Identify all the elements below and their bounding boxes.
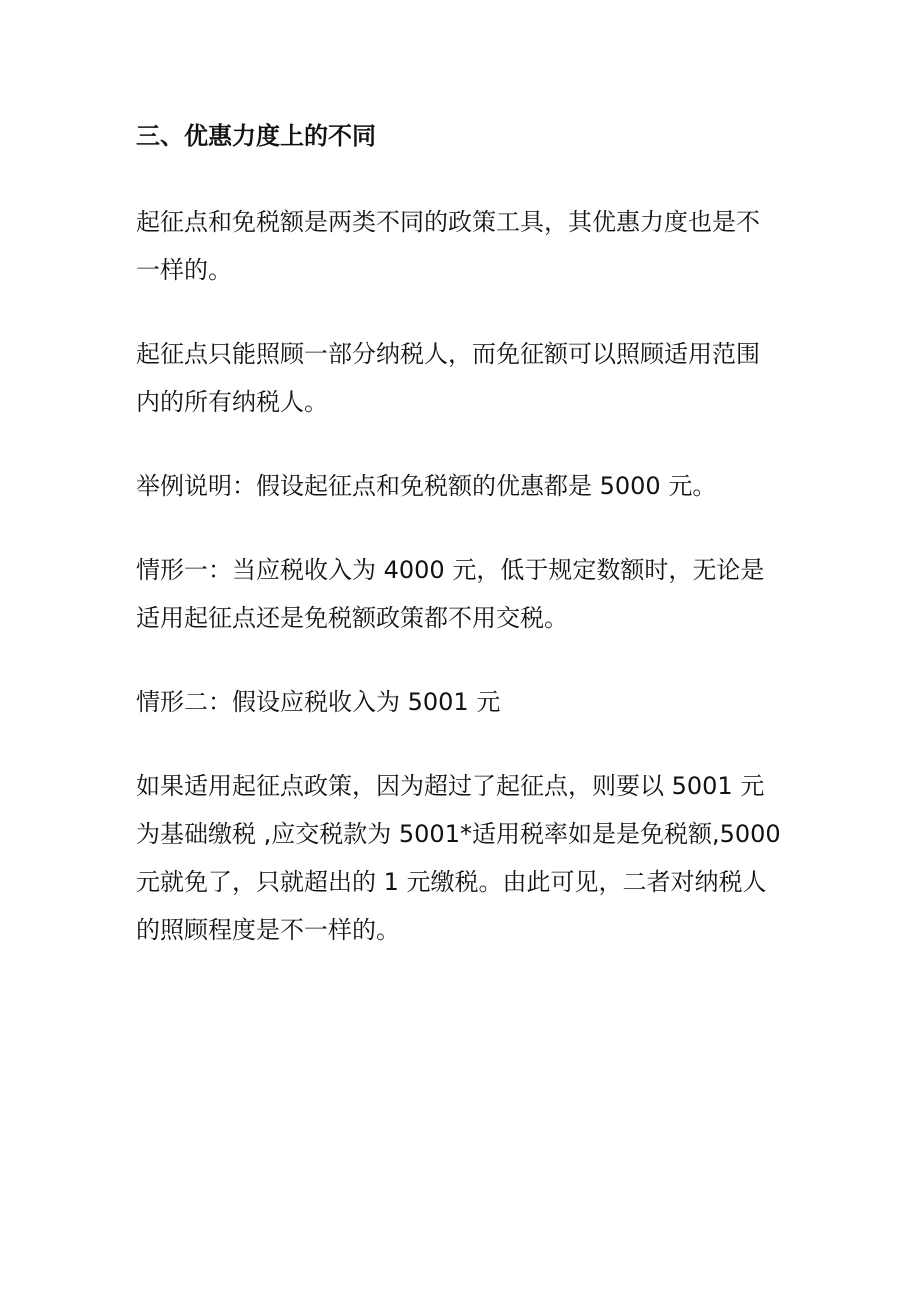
paragraph-line: 举例说明：假设起征点和免税额的优惠都是 5000 元。 bbox=[136, 472, 717, 500]
paragraph-line: 内的所有纳税人。 bbox=[136, 388, 328, 416]
paragraph-line: 一样的。 bbox=[136, 256, 232, 284]
paragraph-conclusion bbox=[136, 762, 796, 954]
document-body bbox=[136, 118, 796, 990]
paragraph-case-two bbox=[136, 678, 796, 726]
section-heading: 三、优惠力度上的不同 bbox=[136, 122, 376, 150]
paragraph-line: 情形一：当应税收入为 4000 元，低于规定数额时，无论是 bbox=[136, 556, 765, 584]
paragraph-line: 起征点和免税额是两类不同的政策工具，其优惠力度也是不 bbox=[136, 208, 760, 236]
paragraph-policy-tools bbox=[136, 198, 796, 294]
paragraph-line: 适用起征点还是免税额政策都不用交税。 bbox=[136, 604, 568, 632]
paragraph-line: 起征点只能照顾一部分纳税人，而免征额可以照顾适用范围 bbox=[136, 340, 760, 368]
paragraph-case-one bbox=[136, 546, 796, 642]
paragraph-line: 为基础缴税 ,应交税款为 5001*适用税率如是是免税额,5000 bbox=[136, 820, 781, 848]
paragraph-coverage bbox=[136, 330, 796, 426]
paragraph-example bbox=[136, 462, 796, 510]
paragraph-line: 情形二：假设应税收入为 5001 元 bbox=[136, 688, 501, 716]
paragraph-line: 的照顾程度是不一样的。 bbox=[136, 916, 400, 944]
paragraph-line: 如果适用起征点政策，因为超过了起征点，则要以 5001 元 bbox=[136, 772, 765, 800]
paragraph-line: 元就免了，只就超出的 1 元缴税。由此可见，二者对纳税人 bbox=[136, 868, 767, 896]
